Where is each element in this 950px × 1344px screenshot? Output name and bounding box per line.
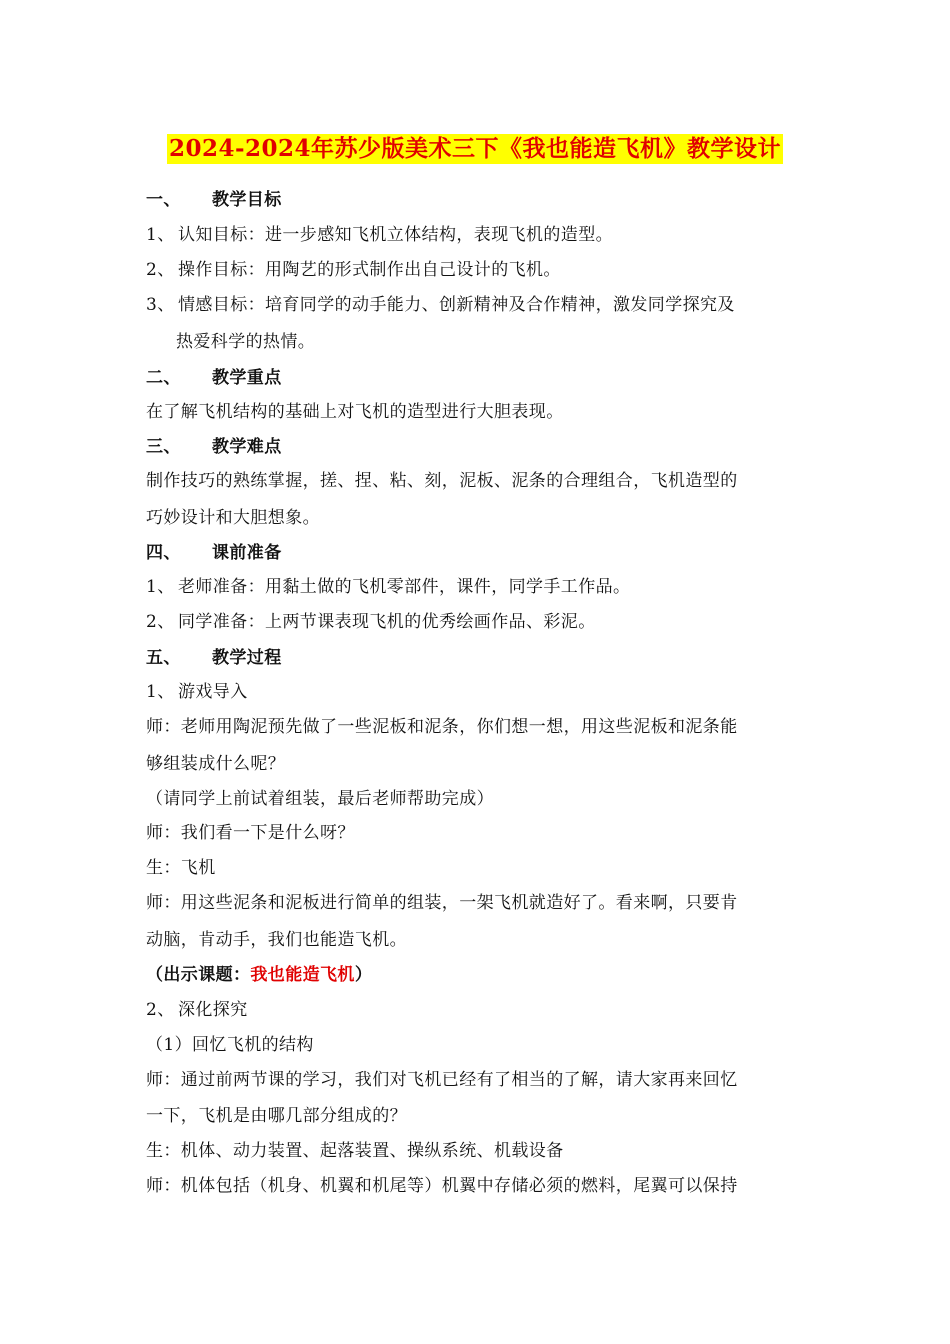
section-number: 五、 — [146, 648, 181, 668]
topic-announcement — [146, 963, 816, 987]
dialogue-line: 生：飞机 — [146, 858, 216, 878]
difficulty-text: 制作技巧的熟练掌握，搓、捏、粘、刻，泥板、泥条的合理组合，飞机造型的 — [146, 471, 738, 491]
item-number: 2、 — [146, 260, 175, 280]
section-number: 三、 — [146, 437, 181, 457]
item-text: 老师准备：用黏土做的飞机零部件，课件，同学手工作品。 — [178, 577, 631, 597]
stage-direction: （请同学上前试着组装，最后老师帮助完成） — [146, 789, 494, 809]
item-text: 深化探究 — [178, 1000, 248, 1020]
prep-item — [146, 575, 816, 599]
document-title: 2024-2024年苏少版美术三下《我也能造飞机》教学设计 — [168, 135, 782, 162]
section-number: 二、 — [146, 368, 181, 388]
goal-item — [146, 223, 816, 247]
dialogue-line-continued: 够组装成什么呢？ — [146, 754, 286, 774]
item-number: 1、 — [146, 577, 175, 597]
section-heading-goals — [146, 188, 816, 212]
goal-item — [146, 258, 816, 282]
section-label: 教学重点 — [212, 368, 282, 388]
section-heading-process — [146, 646, 816, 670]
title-wrap — [0, 134, 950, 164]
sub-heading: （1）回忆飞机的结构 — [146, 1035, 314, 1055]
section-label: 课前准备 — [212, 543, 282, 563]
dialogue-line-continued: 一下，飞机是由哪几部分组成的？ — [146, 1106, 407, 1126]
topic-open: （出示课题： — [146, 965, 251, 985]
section-heading-preparation — [146, 541, 816, 565]
item-text: 同学准备：上两节课表现飞机的优秀绘画作品、彩泥。 — [178, 612, 596, 632]
dialogue-line: 师：用这些泥条和泥板进行简单的组装，一架飞机就造好了。看来啊，只要肯 — [146, 893, 738, 913]
section-number: 四、 — [146, 543, 181, 563]
key-point-text: 在了解飞机结构的基础上对飞机的造型进行大胆表现。 — [146, 402, 564, 422]
item-text: 操作目标：用陶艺的形式制作出自己设计的飞机。 — [178, 260, 561, 280]
item-text: 认知目标：进一步感知飞机立体结构，表现飞机的造型。 — [178, 225, 613, 245]
section-label: 教学过程 — [212, 648, 282, 668]
item-number: 1、 — [146, 225, 175, 245]
section-heading-difficulty — [146, 435, 816, 459]
process-step — [146, 998, 816, 1022]
dialogue-line: 生：机体、动力装置、起落装置、操纵系统、机载设备 — [146, 1141, 564, 1161]
dialogue-line: 师：机体包括（机身、机翼和机尾等）机翼中存储必须的燃料，尾翼可以保持 — [146, 1176, 738, 1196]
goal-item-continued: 热爱科学的热情。 — [176, 332, 316, 352]
item-number: 2、 — [146, 612, 175, 632]
item-number: 3、 — [146, 295, 175, 315]
item-text: 情感目标：培育同学的动手能力、创新精神及合作精神，激发同学探究及 — [178, 295, 735, 315]
prep-item — [146, 610, 816, 634]
difficulty-text-continued: 巧妙设计和大胆想象。 — [146, 508, 320, 528]
process-step — [146, 680, 816, 704]
topic-title: 我也能造飞机 — [250, 965, 355, 985]
item-text: 游戏导入 — [178, 682, 248, 702]
dialogue-line-continued: 动脑，肯动手，我们也能造飞机。 — [146, 930, 407, 950]
dialogue-line: 师：通过前两节课的学习，我们对飞机已经有了相当的了解，请大家再来回忆 — [146, 1070, 738, 1090]
section-heading-key-point — [146, 366, 816, 390]
section-number: 一、 — [146, 190, 181, 210]
section-label: 教学难点 — [212, 437, 282, 457]
topic-close: ） — [354, 965, 373, 985]
section-label: 教学目标 — [212, 190, 282, 210]
dialogue-line: 师：我们看一下是什么呀？ — [146, 823, 355, 843]
item-number: 1、 — [146, 682, 175, 702]
item-number: 2、 — [146, 1000, 175, 1020]
goal-item — [146, 293, 816, 317]
dialogue-line: 师：老师用陶泥预先做了一些泥板和泥条，你们想一想，用这些泥板和泥条能 — [146, 717, 738, 737]
